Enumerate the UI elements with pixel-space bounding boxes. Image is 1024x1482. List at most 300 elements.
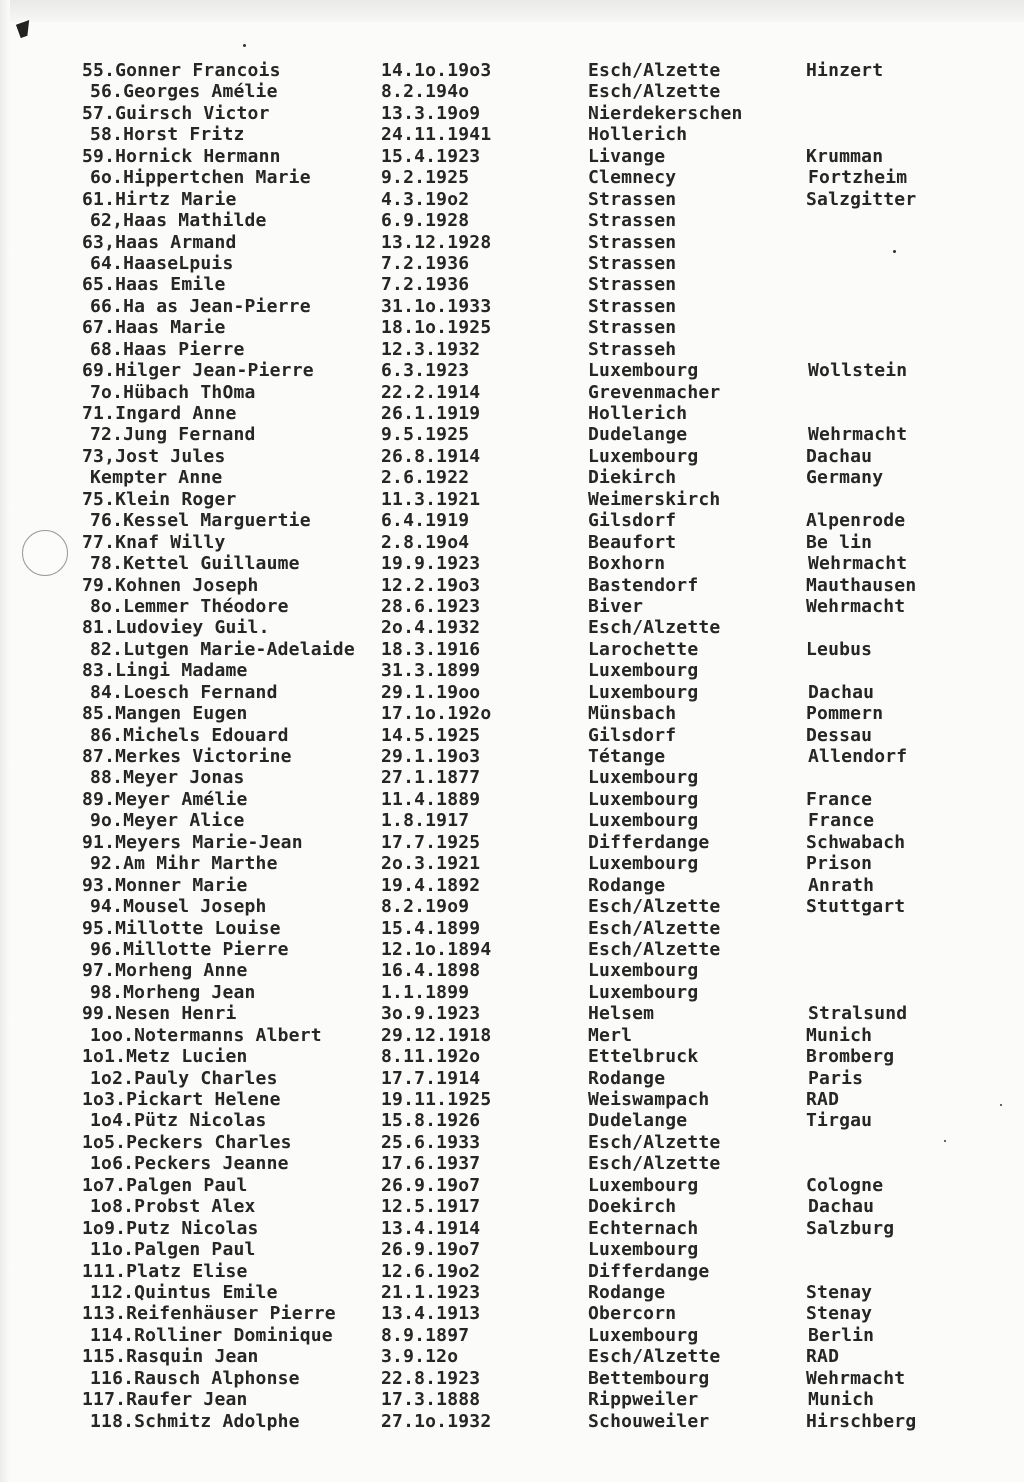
register-row: [0, 1003, 1024, 1024]
register-row: [0, 467, 1024, 488]
birth-place: Dudelange: [588, 424, 688, 446]
birth-date: 14.1o.19o3: [381, 60, 492, 81]
birth-place: Esch/Alzette: [588, 1346, 721, 1368]
person-name: 113.Reifenhäuser Pierre: [82, 1303, 336, 1325]
register-row: [0, 317, 1024, 338]
birth-place: Strassen: [588, 210, 677, 232]
birth-date: 6.9.1928: [381, 210, 470, 232]
person-name: 91.Meyers Marie-Jean: [82, 831, 303, 853]
birth-place: Luxembourg: [588, 981, 699, 1003]
register-row: [0, 253, 1024, 274]
birth-date: 18.3.1916: [381, 638, 481, 660]
register-row: [0, 1110, 1024, 1131]
birth-date: 19.9.1923: [381, 553, 481, 575]
destination: Munich: [808, 1389, 875, 1411]
birth-date: 12.6.19o2: [381, 1260, 481, 1282]
person-name: 78.Kettel Guillaume: [90, 553, 300, 575]
person-name: 88.Meyer Jonas: [90, 767, 245, 789]
register-row: [0, 918, 1024, 939]
person-name: 57.Guirsch Victor: [82, 102, 270, 124]
birth-place: Bastendorf: [588, 574, 699, 596]
person-name: 86.Michels Edouard: [90, 724, 289, 746]
birth-date: 26.1.1919: [381, 403, 481, 424]
person-name: 61.Hirtz Marie: [82, 188, 237, 210]
destination: Dessau: [806, 724, 873, 746]
birth-place: Dudelange: [588, 1110, 688, 1132]
destination: Salzburg: [806, 1217, 895, 1239]
register-row: [0, 639, 1024, 660]
register-row: [0, 896, 1024, 917]
person-name: 87.Merkes Victorine: [82, 746, 292, 767]
destination: Dachau: [808, 1196, 875, 1218]
birth-date: 9.5.1925: [381, 424, 470, 446]
person-name: 93.Monner Marie: [82, 874, 248, 896]
person-name: 89.Meyer Amélie: [82, 788, 248, 810]
birth-date: 28.6.1923: [381, 595, 481, 617]
register-row: [0, 1325, 1024, 1346]
register-row: [0, 725, 1024, 746]
register-row: [0, 1153, 1024, 1174]
destination: Stralsund: [808, 1003, 908, 1025]
birth-date: 22.2.1914: [381, 381, 481, 403]
birth-date: 14.5.1925: [381, 724, 481, 746]
person-name: 55.Gonner Francois: [82, 60, 281, 81]
birth-place: Obercorn: [588, 1303, 677, 1325]
register-row: [0, 103, 1024, 124]
birth-place: Luxembourg: [588, 1324, 699, 1346]
person-name: 62,Haas Mathilde: [90, 210, 267, 232]
register-row: [0, 210, 1024, 231]
destination: Tirgau: [806, 1110, 873, 1132]
destination: Wehrmacht: [808, 424, 908, 446]
birth-date: 12.5.1917: [381, 1196, 481, 1218]
person-name: 1o5.Peckers Charles: [82, 1131, 292, 1153]
person-name: 69.Hilger Jean-Pierre: [82, 360, 314, 382]
birth-date: 27.1.1877: [381, 767, 481, 789]
birth-date: 16.4.1898: [381, 960, 481, 982]
destination: Schwabach: [806, 831, 906, 853]
birth-date: 13.3.19o9: [381, 102, 481, 124]
register-row: [0, 532, 1024, 553]
person-name: 75.Klein Roger: [82, 488, 237, 510]
birth-date: 3o.9.1923: [381, 1003, 481, 1025]
destination: France: [808, 810, 875, 832]
register-row: [0, 403, 1024, 424]
birth-place: Luxembourg: [588, 1174, 699, 1196]
destination: Krumman: [806, 145, 884, 167]
destination: Stuttgart: [806, 896, 906, 918]
destination: Mauthausen: [806, 574, 917, 596]
person-name: 116.Rausch Alphonse: [90, 1367, 300, 1389]
birth-date: 4.3.19o2: [381, 188, 470, 210]
scan-top-edge: [0, 0, 1024, 22]
birth-place: Luxembourg: [588, 1239, 699, 1261]
person-name: 114.Rolliner Dominique: [90, 1324, 333, 1346]
register-row: [0, 832, 1024, 853]
person-name: 115.Rasquin Jean: [82, 1346, 259, 1368]
birth-place: Clemnecy: [588, 167, 677, 189]
person-name: 65.Haas Emile: [82, 274, 226, 296]
birth-date: 15.4.1923: [381, 145, 481, 167]
birth-place: Esch/Alzette: [588, 896, 721, 918]
person-name: 79.Kohnen Joseph: [82, 574, 259, 596]
person-name: 64.HaaseLpuis: [90, 252, 234, 274]
register-row: [0, 853, 1024, 874]
birth-date: 26.8.1914: [381, 445, 481, 467]
register-row: [0, 660, 1024, 681]
person-name: 56.Georges Amélie: [90, 81, 278, 103]
register-row: [0, 1261, 1024, 1282]
birth-place: Luxembourg: [588, 767, 699, 789]
register-row: [0, 1025, 1024, 1046]
register-row: [0, 789, 1024, 810]
birth-place: Tétange: [588, 746, 666, 767]
birth-date: 7.2.1936: [381, 274, 470, 296]
destination: Dachau: [806, 445, 873, 467]
destination: RAD: [806, 1346, 840, 1368]
birth-date: 29.1.19oo: [381, 681, 481, 703]
destination: Salzgitter: [806, 188, 917, 210]
destination: Wehrmacht: [806, 1367, 906, 1389]
register-row: [0, 1239, 1024, 1260]
birth-date: 9.2.1925: [381, 167, 470, 189]
birth-place: Luxembourg: [588, 360, 699, 382]
birth-date: 13.4.1914: [381, 1217, 481, 1239]
register-row: [0, 1175, 1024, 1196]
birth-place: Bettembourg: [588, 1367, 710, 1389]
birth-date: 8.9.1897: [381, 1324, 470, 1346]
birth-place: Strassen: [588, 231, 677, 253]
birth-date: 18.1o.1925: [381, 317, 492, 339]
register-row: [0, 274, 1024, 295]
destination: Leubus: [806, 638, 873, 660]
birth-date: 17.3.1888: [381, 1389, 481, 1411]
destination: Alpenrode: [806, 510, 906, 532]
person-name: 99.Nesen Henri: [82, 1003, 237, 1025]
person-name: 83.Lingi Madame: [82, 660, 248, 682]
birth-place: Gilsdorf: [588, 510, 677, 532]
birth-place: Rodange: [588, 1067, 666, 1089]
birth-place: Esch/Alzette: [588, 917, 721, 939]
birth-date: 19.4.1892: [381, 874, 481, 896]
register-row: [0, 339, 1024, 360]
register-row: [0, 1046, 1024, 1067]
birth-date: 1.1.1899: [381, 981, 470, 1003]
person-name: 1o9.Putz Nicolas: [82, 1217, 259, 1239]
birth-date: 29.12.1918: [381, 1024, 492, 1046]
destination: Allendorf: [808, 746, 908, 767]
birth-date: 8.2.19o9: [381, 896, 470, 918]
birth-place: Nierdekerschen: [588, 102, 743, 124]
person-name: 76.Kessel Marguertie: [90, 510, 311, 532]
birth-date: 29.1.19o3: [381, 746, 481, 767]
register-row: [0, 1303, 1024, 1324]
birth-place: Gilsdorf: [588, 724, 677, 746]
birth-date: 6.4.1919: [381, 510, 470, 532]
birth-place: Strassen: [588, 274, 677, 296]
register-row: [0, 767, 1024, 788]
person-name: 92.Am Mihr Marthe: [90, 853, 278, 875]
birth-date: 13.12.1928: [381, 231, 492, 253]
register-row: [0, 875, 1024, 896]
birth-place: Biver: [588, 595, 644, 617]
person-name: 112.Quintus Emile: [90, 1281, 278, 1303]
birth-place: Helsem: [588, 1003, 655, 1025]
ink-speck: [243, 44, 246, 47]
birth-date: 8.11.192o: [381, 1046, 481, 1068]
corner-fold-mark: [16, 20, 34, 38]
person-name: 66.Ha as Jean-Pierre: [90, 295, 311, 317]
person-name: 1o8.Probst Alex: [90, 1196, 256, 1218]
birth-place: Münsbach: [588, 703, 677, 725]
birth-place: Larochette: [588, 638, 699, 660]
register-row: [0, 1089, 1024, 1110]
birth-place: Weiswampach: [588, 1089, 710, 1110]
birth-date: 15.4.1899: [381, 917, 481, 939]
birth-place: Grevenmacher: [588, 381, 721, 403]
birth-place: Ettelbruck: [588, 1046, 699, 1068]
birth-date: 17.7.1914: [381, 1067, 481, 1089]
person-name: 68.Haas Pierre: [90, 338, 245, 360]
birth-place: Rippweiler: [588, 1389, 699, 1411]
register-row: [0, 60, 1024, 81]
person-name: 117.Raufer Jean: [82, 1389, 248, 1411]
register-row: [0, 124, 1024, 145]
birth-place: Luxembourg: [588, 681, 699, 703]
destination: Munich: [806, 1024, 873, 1046]
person-name: 1o2.Pauly Charles: [90, 1067, 278, 1089]
person-name: 59.Hornick Hermann: [82, 145, 281, 167]
birth-place: Strassen: [588, 295, 677, 317]
register-row: [0, 617, 1024, 638]
birth-place: Boxhorn: [588, 553, 666, 575]
register-row: [0, 382, 1024, 403]
birth-place: Strassen: [588, 252, 677, 274]
birth-date: 7.2.1936: [381, 252, 470, 274]
person-name: 118.Schmitz Adolphe: [90, 1410, 300, 1432]
birth-date: 27.1o.1932: [381, 1410, 492, 1432]
destination: Fortzheim: [808, 167, 908, 189]
birth-date: 2o.3.1921: [381, 853, 481, 875]
birth-place: Differdange: [588, 831, 710, 853]
birth-place: Strasseh: [588, 338, 677, 360]
person-name: 67.Haas Marie: [82, 317, 226, 339]
birth-place: Hollerich: [588, 124, 688, 146]
person-name: 77.Knaf Willy: [82, 531, 226, 553]
birth-place: Livange: [588, 145, 666, 167]
person-name: 98.Morheng Jean: [90, 981, 256, 1003]
person-name: Kempter Anne: [90, 467, 223, 489]
birth-date: 24.11.1941: [381, 124, 492, 146]
person-name: 73,Jost Jules: [82, 445, 226, 467]
register-row: [0, 682, 1024, 703]
destination: France: [806, 788, 873, 810]
destination: Stenay: [806, 1303, 873, 1325]
person-name: 95.Millotte Louise: [82, 917, 281, 939]
destination: Wollstein: [808, 360, 908, 382]
birth-place: Esch/Alzette: [588, 938, 721, 960]
destination: Pommern: [806, 703, 884, 725]
birth-date: 1.8.1917: [381, 810, 470, 832]
person-name: 1o7.Palgen Paul: [82, 1174, 248, 1196]
destination: Anrath: [808, 874, 875, 896]
person-name: 1o3.Pickart Helene: [82, 1089, 281, 1110]
birth-place: Esch/Alzette: [588, 1131, 721, 1153]
birth-date: 12.2.19o3: [381, 574, 481, 596]
destination: Paris: [808, 1067, 864, 1089]
person-name: 6o.Hippertchen Marie: [90, 167, 311, 189]
person-name: 1o4.Pütz Nicolas: [90, 1110, 267, 1132]
destination: Be lin: [806, 531, 873, 553]
destination: Bromberg: [806, 1046, 895, 1068]
destination: Stenay: [806, 1281, 873, 1303]
birth-place: Merl: [588, 1024, 633, 1046]
register-row: [0, 596, 1024, 617]
birth-date: 13.4.1913: [381, 1303, 481, 1325]
register-row: [0, 167, 1024, 188]
register-row: [0, 810, 1024, 831]
birth-place: Esch/Alzette: [588, 81, 721, 103]
birth-date: 22.8.1923: [381, 1367, 481, 1389]
birth-place: Luxembourg: [588, 445, 699, 467]
person-name: 11o.Palgen Paul: [90, 1239, 256, 1261]
person-name: 111.Platz Elise: [82, 1260, 248, 1282]
birth-date: 17.7.1925: [381, 831, 481, 853]
register-row: [0, 146, 1024, 167]
destination: Hirschberg: [806, 1410, 917, 1432]
register-row: [0, 81, 1024, 102]
birth-place: Luxembourg: [588, 788, 699, 810]
person-name: 1oo.Notermanns Albert: [90, 1024, 322, 1046]
birth-date: 19.11.1925: [381, 1089, 492, 1110]
register-row: [0, 939, 1024, 960]
register-row: [0, 575, 1024, 596]
birth-place: Rodange: [588, 1281, 666, 1303]
birth-place: Hollerich: [588, 403, 688, 424]
person-name: 84.Loesch Fernand: [90, 681, 278, 703]
birth-place: Luxembourg: [588, 660, 699, 682]
birth-date: 8.2.194o: [381, 81, 470, 103]
register-row: [0, 982, 1024, 1003]
person-name: 96.Millotte Pierre: [90, 938, 289, 960]
birth-date: 12.1o.1894: [381, 938, 492, 960]
register-row: [0, 1068, 1024, 1089]
register-row: [0, 489, 1024, 510]
birth-date: 31.1o.1933: [381, 295, 492, 317]
destination: Berlin: [808, 1324, 875, 1346]
register-row: [0, 296, 1024, 317]
destination: Cologne: [806, 1174, 884, 1196]
person-name: 1o6.Peckers Jeanne: [90, 1153, 289, 1175]
person-name: 94.Mousel Joseph: [90, 896, 267, 918]
birth-place: Esch/Alzette: [588, 60, 721, 81]
birth-place: Differdange: [588, 1260, 710, 1282]
register-row: [0, 446, 1024, 467]
register-row: [0, 510, 1024, 531]
destination: Germany: [806, 467, 884, 489]
person-name: 58.Horst Fritz: [90, 124, 245, 146]
register-row: [0, 1282, 1024, 1303]
birth-date: 11.3.1921: [381, 488, 481, 510]
birth-place: Luxembourg: [588, 853, 699, 875]
birth-place: Echternach: [588, 1217, 699, 1239]
birth-place: Esch/Alzette: [588, 617, 721, 639]
birth-date: 21.1.1923: [381, 1281, 481, 1303]
birth-date: 17.1o.192o: [381, 703, 492, 725]
birth-place: Diekirch: [588, 467, 677, 489]
person-name: 63,Haas Armand: [82, 231, 237, 253]
person-name: 85.Mangen Eugen: [82, 703, 248, 725]
register-row: [0, 189, 1024, 210]
person-name: 7o.Hübach ThOma: [90, 381, 256, 403]
birth-date: 26.9.19o7: [381, 1239, 481, 1261]
birth-place: Weimerskirch: [588, 488, 721, 510]
register-row: [0, 1218, 1024, 1239]
birth-date: 17.6.1937: [381, 1153, 481, 1175]
birth-place: Rodange: [588, 874, 666, 896]
birth-date: 12.3.1932: [381, 338, 481, 360]
birth-date: 15.8.1926: [381, 1110, 481, 1132]
birth-date: 2.8.19o4: [381, 531, 470, 553]
register-row: [0, 960, 1024, 981]
register-row: [0, 1196, 1024, 1217]
person-name: 9o.Meyer Alice: [90, 810, 245, 832]
birth-place: Strassen: [588, 317, 677, 339]
register-row: [0, 1132, 1024, 1153]
register-row: [0, 1389, 1024, 1410]
destination: Prison: [806, 853, 873, 875]
destination: Wehrmacht: [806, 595, 906, 617]
person-name: 1o1.Metz Lucien: [82, 1046, 248, 1068]
birth-place: Schouweiler: [588, 1410, 710, 1432]
register-row: [0, 1411, 1024, 1432]
birth-date: 11.4.1889: [381, 788, 481, 810]
birth-date: 3.9.12o: [381, 1346, 459, 1368]
register-row: [0, 553, 1024, 574]
register-row: [0, 1346, 1024, 1367]
birth-place: Luxembourg: [588, 960, 699, 982]
person-name: 71.Ingard Anne: [82, 403, 237, 424]
register-row: [0, 1368, 1024, 1389]
destination: RAD: [806, 1089, 840, 1110]
register-row: [0, 232, 1024, 253]
birth-date: 25.6.1933: [381, 1131, 481, 1153]
deportation-register: [0, 60, 1024, 1432]
register-row: [0, 360, 1024, 381]
birth-date: 2.6.1922: [381, 467, 470, 489]
birth-place: Luxembourg: [588, 810, 699, 832]
person-name: 81.Ludoviey Guil.: [82, 617, 270, 639]
birth-date: 2o.4.1932: [381, 617, 481, 639]
person-name: 8o.Lemmer Théodore: [90, 595, 289, 617]
destination: Wehrmacht: [808, 553, 908, 575]
birth-place: Doekirch: [588, 1196, 677, 1218]
birth-place: Strassen: [588, 188, 677, 210]
destination: Dachau: [808, 681, 875, 703]
birth-date: 31.3.1899: [381, 660, 481, 682]
person-name: 97.Morheng Anne: [82, 960, 248, 982]
destination: Hinzert: [806, 60, 884, 81]
birth-date: 6.3.1923: [381, 360, 470, 382]
register-row: [0, 746, 1024, 767]
birth-date: 26.9.19o7: [381, 1174, 481, 1196]
register-row: [0, 703, 1024, 724]
register-row: [0, 424, 1024, 445]
birth-place: Beaufort: [588, 531, 677, 553]
person-name: 72.Jung Fernand: [90, 424, 256, 446]
person-name: 82.Lutgen Marie-Adelaide: [90, 638, 355, 660]
birth-place: Esch/Alzette: [588, 1153, 721, 1175]
